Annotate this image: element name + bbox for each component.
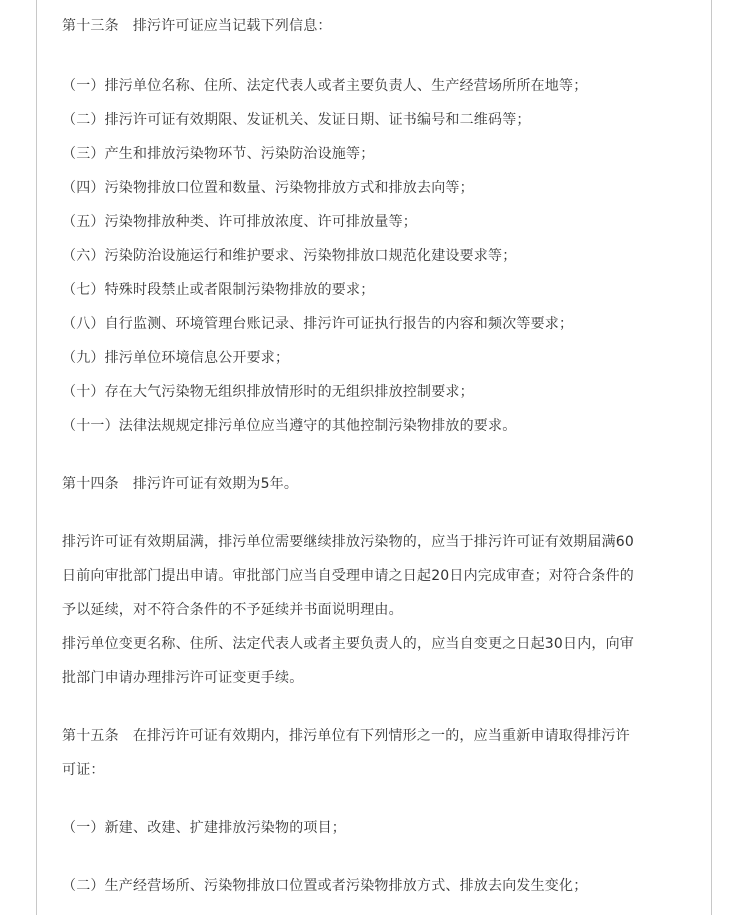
article-14-title: 第十四条 [62,476,119,492]
article-14-para1-line-1: 排污许可证有效期届满，排污单位需要继续排放污染物的，应当于排污许可证有效期届满60 [62,534,635,550]
article-13-item-5: （五）污染物排放种类、许可排放浓度、许可排放量等； [62,214,417,230]
page-frame [36,0,712,915]
article-13-item-9: （九）排污单位环境信息公开要求； [62,350,290,366]
article-14-para2-line-1: 排污单位变更名称、住所、法定代表人或者主要负责人的，应当自变更之日起30日内，向审 [62,636,635,652]
article-15-intro-line-1: 在排污许可证有效期内，排污单位有下列情形之一的，应当重新申请取得排污许 [132,728,630,744]
article-13-item-2: （二）排污许可证有效期限、发证机关、发证日期、证书编号和二维码等； [62,112,531,128]
article-13-item-3: （三）产生和排放污染物环节、污染防治设施等； [62,146,375,162]
article-15-item-2: （二）生产经营场所、污染物排放口位置或者污染物排放方式、排放去向发生变化； [62,878,588,894]
article-13-item-4: （四）污染物排放口位置和数量、污染物排放方式和排放去向等； [62,180,474,196]
article-15-heading [62,726,630,746]
article-13-item-8: （八）自行监测、环境管理台账记录、排污许可证执行报告的内容和频次等要求； [62,316,574,332]
article-15-item-1: （一）新建、改建、扩建排放污染物的项目； [62,820,346,836]
article-14-intro: 排污许可证有效期为5年。 [132,476,299,492]
article-14-para1-line-2: 日前向审批部门提出申请。审批部门应当自受理申请之日起20日内完成审查；对符合条件的 [62,568,635,584]
article-15-title: 第十五条 [62,728,119,744]
article-13-title: 第十三条 [62,18,119,34]
article-13-item-1: （一）排污单位名称、住所、法定代表人或者主要负责人、生产经营场所所在地等； [62,78,588,94]
article-14-para1-line-3: 予以延续，对不符合条件的不予延续并书面说明理由。 [62,602,403,618]
article-13-intro: 排污许可证应当记载下列信息： [132,18,332,34]
article-13-item-7: （七）特殊时段禁止或者限制污染物排放的要求； [62,282,375,298]
article-15-intro-line-2: 可证： [62,762,105,778]
article-14-para2-line-2: 批部门申请办理排污许可证变更手续。 [62,670,304,686]
article-13-item-10: （十）存在大气污染物无组织排放情形时的无组织排放控制要求； [62,384,474,400]
article-13-item-11: （十一）法律法规规定排污单位应当遵守的其他控制污染物排放的要求。 [62,418,517,434]
article-13-heading [62,16,332,36]
article-14-heading [62,474,298,494]
article-13-item-6: （六）污染防治设施运行和维护要求、污染物排放口规范化建设要求等； [62,248,517,264]
